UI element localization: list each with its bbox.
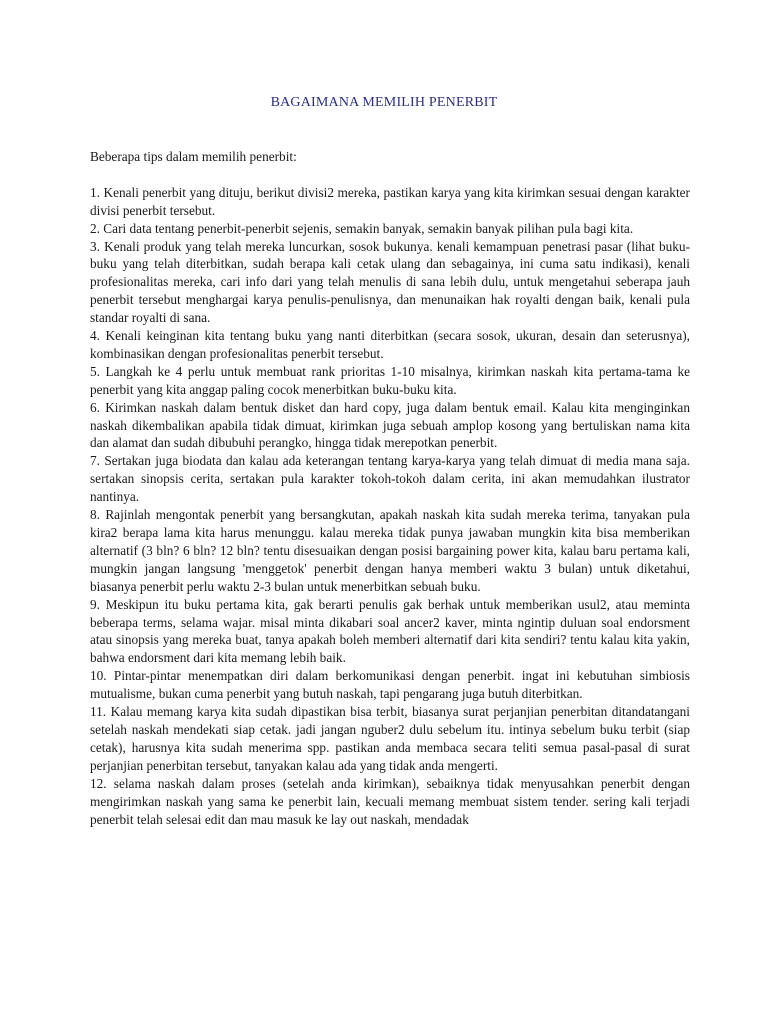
tip-item-8: 8. Rajinlah mengontak penerbit yang bersangkutan, apakah naskah kita sudah mereka terima, tanyakan pula kira2 berapa lama kita harus menunggu. kalau mereka tidak punya jawaban mungkin kita bisa memberikan alternatif (3 bln? 6 bln? 12 bln? tentu disesuaikan dengan posisi bargaining power kita, kalau baru pertama kali, mungkin jangan langsung 'menggetok' penerbit dengan hanya memberi waktu 3 bulan) untuk diketahui, biasanya penerbit perlu waktu 2-3 bulan untuk menerbitkan sebuah buku. bbox=[90, 507, 690, 594]
tip-item-5: 5. Langkah ke 4 perlu untuk membuat rank prioritas 1-10 misalnya, kirimkan naskah kita pertama-tama ke penerbit yang kita anggap paling cocok menerbitkan buku-buku kita. bbox=[90, 363, 690, 397]
tip-item-10: 10. Pintar-pintar menempatkan diri dalam berkomunikasi dengan penerbit. ingat ini kebutuhan simbiosis mutualisme, bukan cuma penerbit yang butuh naskah, tapi pengarang juga butuh diterbitkan. bbox=[90, 668, 690, 702]
tip-item-9: 9. Meskipun itu buku pertama kita, gak berarti penulis gak berhak untuk memberikan usul2, atau meminta beberapa terms, selama wajar. misal minta dikabari soal ancer2 kaver, minta ngintip duluan soal endorsment atau sinopsis yang mereka buat, tanya apakah boleh memberi alternatif dari kita sendiri? tentu kalau kita yakin, bahwa endorsment dari kita memang lebih baik. bbox=[90, 596, 690, 666]
tip-item-12: 12. selama naskah dalam proses (setelah anda kirimkan), sebaiknya tidak menyusahkan penerbit dengan mengirimkan naskah yang sama ke penerbit lain, kecuali memang membuat sistem tender. sering kali terjadi penerbit telah selesai edit dan mau masuk ke lay out naskah, mendadak bbox=[90, 775, 690, 827]
tip-item-6: 6. Kirimkan naskah dalam bentuk disket dan hard copy, juga dalam bentuk email. Kalau kita menginginkan naskah dikembalikan apabila tidak dimuat, kirimkan juga sebuah amplop kosong yang bertuliskan nama kita dan alamat dan sudah dibubuhi perangko, hingga tidak merepotkan penerbit. bbox=[90, 399, 690, 451]
intro-paragraph: Beberapa tips dalam memilih penerbit: bbox=[90, 149, 297, 164]
document-title: BAGAIMANA MEMILIH PENERBIT bbox=[270, 95, 498, 110]
tip-item-11: 11. Kalau memang karya kita sudah dipastikan bisa terbit, biasanya surat perjanjian penerbitan ditandatangani setelah naskah mendekati siap cetak. jadi jangan nguber2 dulu sebelum itu. intinya sebelum buku terbit (siap cetak), harusnya kita sudah menerima spp. pastikan anda membaca secara teliti semua pasal-pasal di surat perjanjian penerbitan tersebut, tanyakan kalau ada yang tidak anda mengerti. bbox=[90, 704, 690, 773]
document-body bbox=[90, 148, 690, 828]
tip-item-1: 1. Kenali penerbit yang dituju, berikut divisi2 mereka, pastikan karya yang kita kirimkan sesuai dengan karakter divisi penerbit tersebut. bbox=[90, 184, 690, 218]
tip-item-3: 3. Kenali produk yang telah mereka luncurkan, sosok bukunya. kenali kemampuan penetrasi pasar (lihat buku-buku yang telah diterbitkan, sudah berapa kali cetak ulang dan sebagainya, ini cuma satu indikasi), kenali profesionalitas mereka, cari info dari yang telah menulis di sana lebih dulu, untuk mengetahui seberapa jauh penerbit tersebut menghargai karya penulis-penulisnya, dan menunaikan hak royalti dengan baik, kenali pula standar royalti di sana. bbox=[90, 238, 690, 326]
tip-item-4: 4. Kenali keinginan kita tentang buku yang nanti diterbitkan (secara sosok, ukuran, desain dan seterusnya), kombinasikan dengan profesionalitas penerbit tersebut. bbox=[90, 328, 690, 361]
tip-item-2: 2. Cari data tentang penerbit-penerbit sejenis, semakin banyak, semakin banyak pilihan pula bagi kita. bbox=[90, 220, 634, 236]
tip-item-7: 7. Sertakan juga biodata dan kalau ada keterangan tentang karya-karya yang telah dimuat di media mana saja. sertakan sinopsis cerita, sertakan pula karakter tokoh-tokoh dalam cerita, ini akan memudahkan ilustrator nantinya. bbox=[90, 453, 690, 505]
